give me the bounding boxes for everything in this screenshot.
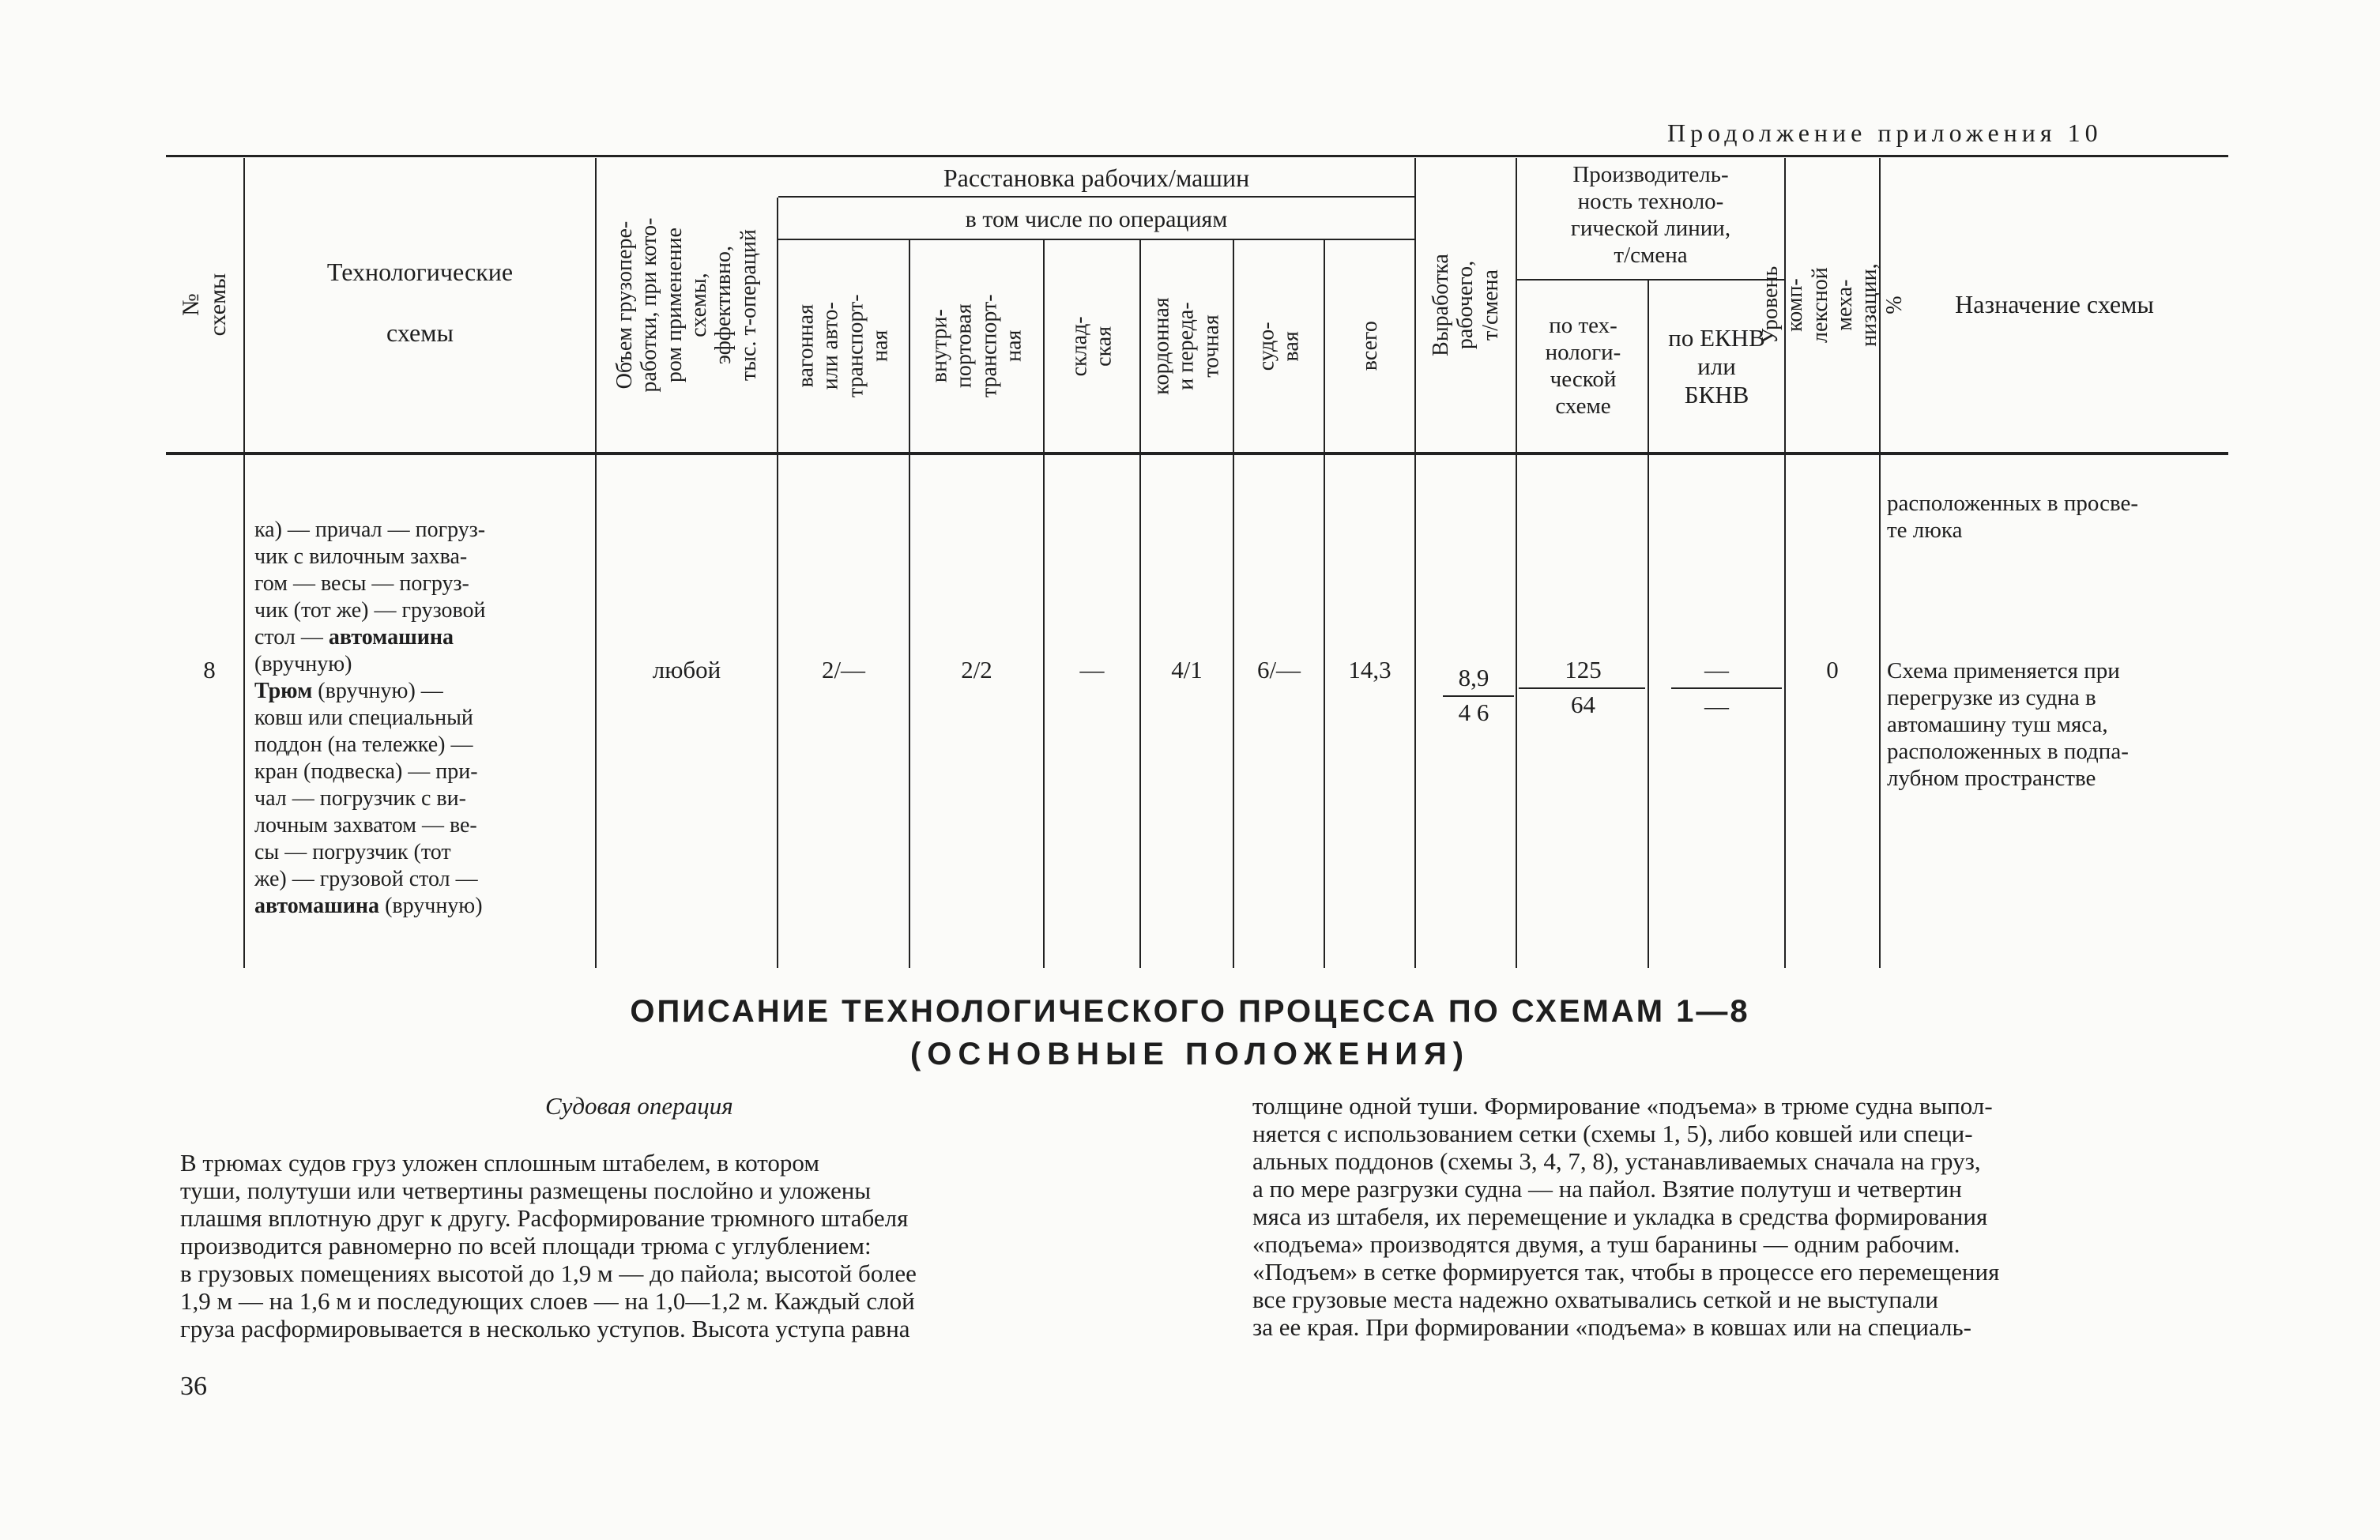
col-rule [1516, 158, 1517, 968]
header-prod-eknv: по ЕКНВ или БКНВ [1668, 324, 1765, 409]
fraction-bar [1519, 687, 1645, 689]
row-output-bottom: 4 6 [1458, 698, 1489, 726]
header-output: Выработка рабочего, т/смена [1428, 254, 1503, 356]
operation-subheading: Судовая операция [545, 1092, 733, 1120]
row-op-ship: 6/— [1256, 656, 1301, 683]
header-volume: Объем грузопере- работки, при кото- ром применение схемы, эффективно, тыс. т-операций [612, 217, 761, 393]
header-mechanization: Уровень комп- лексной меха- низации, % [1757, 263, 1907, 347]
header-bottom-rule [166, 452, 2228, 455]
left-column-text: В трюмах судов груз уложен сплошным штабелем, в котором туши, полутуши или четвертины размещены послойно и уложены плашмя вплотную друг к другу. Расформирование трюмного штабеля производится равномерно по всей площади трюма с углублением: в грузовых помещениях высотой до 1,9 м — до пайола; высотой более 1,9 м — на 1,6 м и последующих слоев — на 1,0—1,2 м. Каждый слой груза расформировывается в несколько уступов. Высота уступа равна [180, 1149, 917, 1342]
row-purpose: Схема применяется при перегрузке из судна в автомашину туш мяса, расположенных в подпа- лубном пространстве [1887, 658, 2129, 791]
section-subtitle: (ОСНОВНЫЕ ПОЛОЖЕНИЯ) [909, 1037, 1471, 1071]
header-op-cordon: кордонная и переда- точная [1149, 297, 1224, 395]
header-tech-schemes: Технологические схемы [326, 258, 514, 347]
row-prod-eknv-top: — [1704, 656, 1729, 683]
header-op-inport: внутри- портовая транспорт- ная [927, 294, 1026, 398]
row-output-top: 8,9 [1458, 664, 1489, 691]
header-op-ship: судо- вая [1254, 322, 1304, 371]
table-top-rule [166, 155, 2228, 157]
continuation-note: Продолжение приложения 10 [1667, 119, 2103, 147]
section-title: ОПИСАНИЕ ТЕХНОЛОГИЧЕСКОГО ПРОЦЕССА ПО СХЕМАМ 1—8 [630, 994, 1750, 1029]
header-purpose: Назначение схемы [1955, 290, 2154, 318]
productivity-under-rule [1517, 279, 1786, 281]
right-column-text: толщине одной туши. Формирование «подъема» в трюме судна выпол- няется с использованием сетки (схемы 1, 5), либо ковшей или специ- альных поддонов (схемы 3, 4, 7, 8), устанавливаемых сначала на груз, а по мере разгрузки судна — на пайол. Взятие полутуш и четвертин мяса из штабеля, их перемещение и укладка в средства формирования «подъема» производятся двумя, а туш баранины — одним рабочим. «Подъем» в сетке формируется так, чтобы в процессе его перемещения все грузовые места надежно охватывались сеткой и не выступали за ее края. При формировании «подъема» в ковшах или на специаль- [1252, 1092, 2000, 1341]
row-op-total: 14,3 [1348, 656, 1391, 683]
row-tech-scheme-text: ка) — причал — погруз- чик с вилочным захва- гом — весы — погруз- чик (тот же) — грузовой стол — автомашина (вручную) Трюм (вручную) — ковш или специальный поддон (на тележке) — кран (подвеска) — при- чал — погрузчик с ви- лочным захватом — ве- сы — погрузчик (тот же) — грузовой стол — автомашина (вручную) [254, 518, 486, 918]
row-op-cordon: 4/1 [1171, 656, 1203, 683]
header-op-warehouse: склад- ская [1067, 315, 1117, 377]
row-op-wagon: 2/— [821, 656, 866, 683]
row-op-inport: 2/2 [961, 656, 992, 683]
row-purpose-prev: расположенных в просве- те люка [1887, 491, 2139, 543]
header-productivity: Производитель- ность техноло- гической линии, т/смена [1570, 162, 1731, 268]
header-placement: Расстановка рабочих/машин [943, 164, 1250, 192]
placement-under-rule [778, 196, 1414, 198]
row-prod-eknv-bottom: — [1704, 692, 1729, 720]
header-prod-scheme: по тех- нологи- ческой схеме [1545, 313, 1621, 419]
row-volume: любой [652, 656, 721, 683]
row-prod-scheme-top: 125 [1565, 656, 1602, 683]
fraction-bar [1671, 687, 1782, 689]
row-op-warehouse: — [1079, 656, 1105, 683]
header-op-total: всего [1357, 321, 1382, 371]
row-scheme-no: 8 [203, 656, 216, 683]
header-op-wagon: вагонная или авто- транспорт- ная [793, 294, 893, 398]
page-number: 36 [180, 1372, 207, 1401]
row-mechanization: 0 [1826, 656, 1839, 683]
header-scheme-no: № схемы [178, 273, 231, 337]
fraction-bar [1443, 695, 1514, 697]
row-prod-scheme-bottom: 64 [1571, 691, 1595, 718]
header-by-operation: в том числе по операциям [965, 206, 1228, 232]
